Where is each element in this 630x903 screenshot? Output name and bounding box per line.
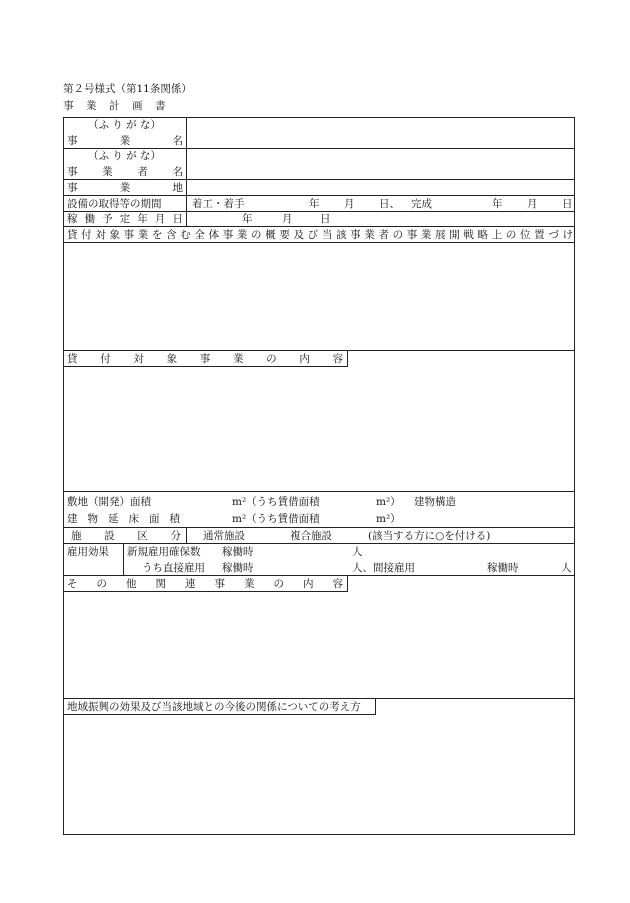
person-2: 人、間接雇用 xyxy=(352,562,415,574)
op-year: 年 xyxy=(242,213,253,225)
op-day: 日 xyxy=(320,213,331,225)
doc-title: 事 業 計 画 書 xyxy=(63,100,167,112)
acquisition-complete: 完成 xyxy=(411,198,432,210)
regional-label: 地域振興の効果及び当該地域との今後の関係についての考え方 xyxy=(67,701,361,713)
site-label: 事 業 地 xyxy=(67,182,183,194)
related-label: そ の 他 関 連 事 業 の 内 容 xyxy=(67,578,343,590)
direct-employment: うち直接雇用 xyxy=(142,562,205,574)
form-number: 第２号様式（第11条関係） xyxy=(63,83,192,95)
site-area-label: 敷地（開発）面積 xyxy=(67,496,151,508)
site-area-unit2: m²） xyxy=(376,496,401,508)
label-divider xyxy=(186,117,187,226)
operating-time-1: 稼働時 xyxy=(222,546,254,558)
person-1: 人 xyxy=(352,546,363,558)
overview-label: 貸 付 対 象 事 業 を 含 む 全 体 事 業 の 概 要 及 び 当 該 事 業 者 の 事 業 展 開 戦 略 上 の 位 置 づ け xyxy=(67,229,573,241)
acq-year2: 年 xyxy=(492,198,503,210)
operator-name-label: 事 業 者 名 xyxy=(67,166,183,178)
project-name-kana: （ふ り が な） xyxy=(88,119,162,131)
site-area-unit: m²（うち賃借面積 xyxy=(232,496,320,508)
site-field[interactable] xyxy=(188,180,573,194)
operator-name-kana: （ふ り が な） xyxy=(88,150,162,162)
acq-day1: 日、 xyxy=(379,198,400,210)
related-field[interactable] xyxy=(64,593,574,697)
operating-time-3: 稼働時 xyxy=(487,562,519,574)
floor-area-label: 建 物 延 床 面 積 xyxy=(67,513,180,525)
building-structure: 建物構造 xyxy=(414,496,456,508)
op-month: 月 xyxy=(282,213,293,225)
operator-name-field[interactable] xyxy=(188,149,573,178)
floor-area-unit2: m²） xyxy=(376,513,401,525)
acq-day2: 日 xyxy=(562,198,573,210)
acq-year1: 年 xyxy=(309,198,320,210)
project-name-field[interactable] xyxy=(188,118,573,147)
overview-field[interactable] xyxy=(64,243,574,349)
acq-month1: 月 xyxy=(344,198,355,210)
facility-class-label: 施 設 区 分 xyxy=(71,530,181,542)
facility-complex[interactable]: 複合施設 xyxy=(290,530,332,542)
operation-label: 稼 働 予 定 年 月 日 xyxy=(67,213,183,225)
loan-target-field[interactable] xyxy=(64,368,574,490)
loan-target-label: 貸 付 対 象 事 業 の 内 容 xyxy=(67,353,343,365)
facility-normal[interactable]: 通常施設 xyxy=(203,530,245,542)
employment-label: 雇用効果 xyxy=(67,546,109,558)
acquisition-period-label: 設備の取得等の期間 xyxy=(67,198,162,210)
acq-month2: 月 xyxy=(527,198,538,210)
regional-field[interactable] xyxy=(64,716,574,833)
acquisition-start: 着工・着手 xyxy=(192,198,245,210)
person-3: 人 xyxy=(561,562,572,574)
project-name-label: 事 業 名 xyxy=(67,135,183,147)
operating-time-2: 稼働時 xyxy=(222,562,254,574)
new-employment: 新規雇用確保数 xyxy=(127,546,201,558)
floor-area-unit: m²（うち賃借面積 xyxy=(232,513,320,525)
facility-note: (該当する方に○を付ける) xyxy=(368,530,491,542)
